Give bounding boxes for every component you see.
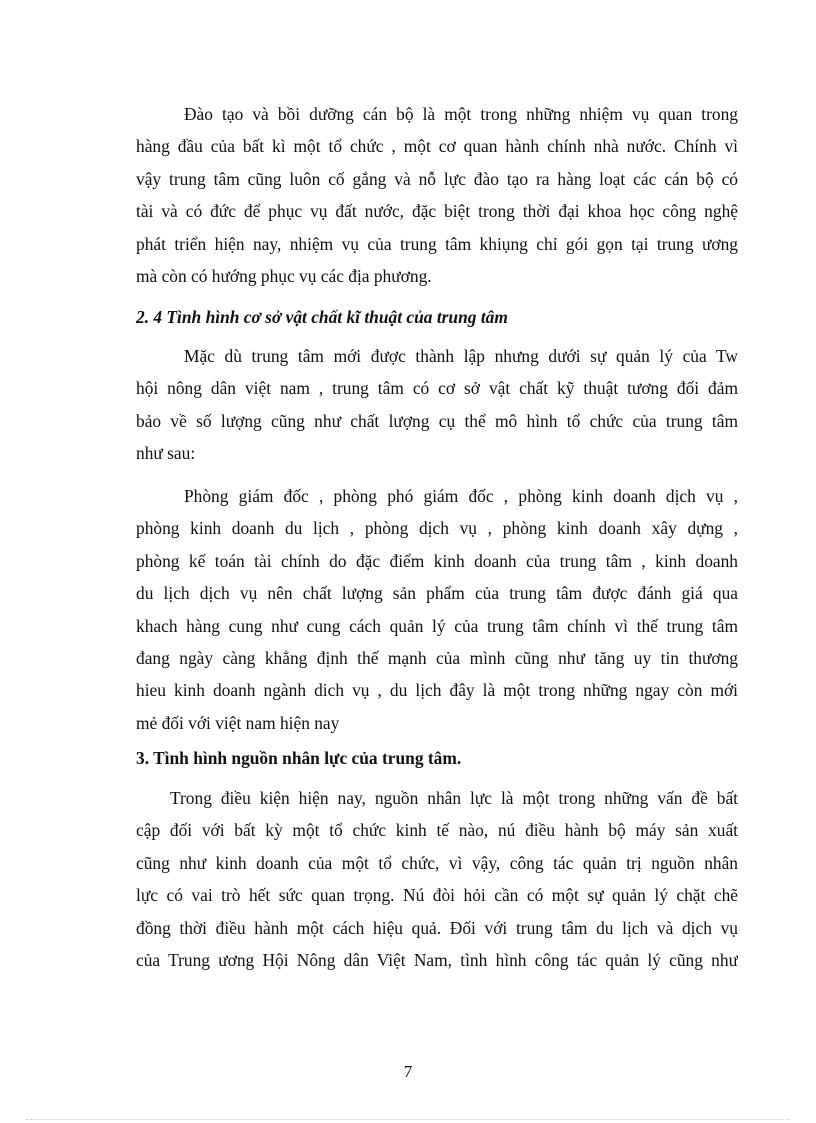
text-line: Mặc dù trung tâm mới được thành lập nhưng dưới sự quản lý của Tw xyxy=(184,346,738,366)
text-line: vậy trung tâm cũng luôn cố gắng và nỗ lực đào tạo ra hàng loạt các cán bộ có xyxy=(136,168,738,189)
page-bottom-divider xyxy=(26,1119,790,1120)
text-line: phòng kế toán tài chính do đặc điểm kinh doanh của trung tâm , kinh doanh xyxy=(136,550,738,571)
text-line: khach hàng cung như cung cách quản lý của trung tâm chính vì thế trung tâm xyxy=(136,615,738,636)
section-heading-facilities: 2. 4 Tình hình cơ sở vật chất kĩ thuật của trung tâm xyxy=(136,307,508,327)
text-line: phòng kinh doanh du lịch , phòng dịch vụ , phòng kinh doanh xây dựng , xyxy=(136,518,738,539)
text-line: cập đối với bất kỳ một tổ chức kinh tế nào, nú điều hành bộ máy sản xuất xyxy=(136,820,738,841)
text-line: du lịch dịch vụ nên chất lượng sản phẩm của trung tâm được đánh giá qua xyxy=(136,583,738,604)
text-line: Đào tạo và bồi dưỡng cán bộ là một trong những nhiệm vụ quan trong xyxy=(184,104,738,124)
section-heading-human-resources: 3. Tình hình nguồn nhân lực của trung tâm. xyxy=(136,748,462,768)
text-line: hàng đầu của bất kì một tổ chức , một cơ quan hành chính nhà nước. Chính vì xyxy=(136,136,738,157)
text-line: bảo về số lượng cũng như chất lượng cụ thể mô hình tổ chức của trung tâm xyxy=(136,410,738,431)
page-number: 7 xyxy=(403,1062,413,1081)
text-line: tài và có đức để phục vụ đất nước, đặc biệt trong thời đại khoa học công nghệ xyxy=(136,201,738,222)
paragraph-training xyxy=(136,98,738,292)
text-line: Phòng giám đốc , phòng phó giám đốc , phòng kinh doanh dịch vụ , xyxy=(184,486,738,506)
text-line: lực có vai trò hết sức quan trọng. Nú đòi hỏi cần có một sự quản lý chặt chẽ xyxy=(136,885,738,906)
text-line: Trong điều kiện hiện nay, nguồn nhân lực là một trong những vấn đề bất xyxy=(170,788,738,808)
text-line: mà còn có hướng phục vụ các địa phương. xyxy=(136,266,432,287)
text-line: hieu kinh doanh ngành dich vụ , du lịch đây là một trong những ngay còn mới xyxy=(136,680,738,701)
text-line: hội nông dân việt nam , trung tâm có cơ sở vật chất kỹ thuật tương đối đảm xyxy=(136,378,738,399)
text-line: đồng thời điều hành một cách hiệu quả. Đối với trung tâm du lịch và dịch vụ xyxy=(136,917,738,938)
paragraph-departments xyxy=(136,480,738,739)
text-line: cũng như kinh doanh của một tổ chức, vì vậy, công tác quản trị nguồn nhân xyxy=(136,852,738,873)
text-line: đang ngày càng khẳng định thế mạnh của mình cũng như tăng uy tin thương xyxy=(136,648,738,669)
text-line: như sau: xyxy=(136,443,196,464)
text-line: mẻ đối với việt nam hiện nay xyxy=(136,712,340,733)
paragraph-facilities xyxy=(136,340,738,470)
paragraph-human-resources xyxy=(136,782,738,976)
text-line: phát triển hiện nay, nhiệm vụ của trung tâm khiụng chỉ gói gọn tại trung ương xyxy=(136,233,738,254)
text-line: của Trung ương Hội Nông dân Việt Nam, tình hình công tác quản lý cũng như xyxy=(136,950,738,971)
